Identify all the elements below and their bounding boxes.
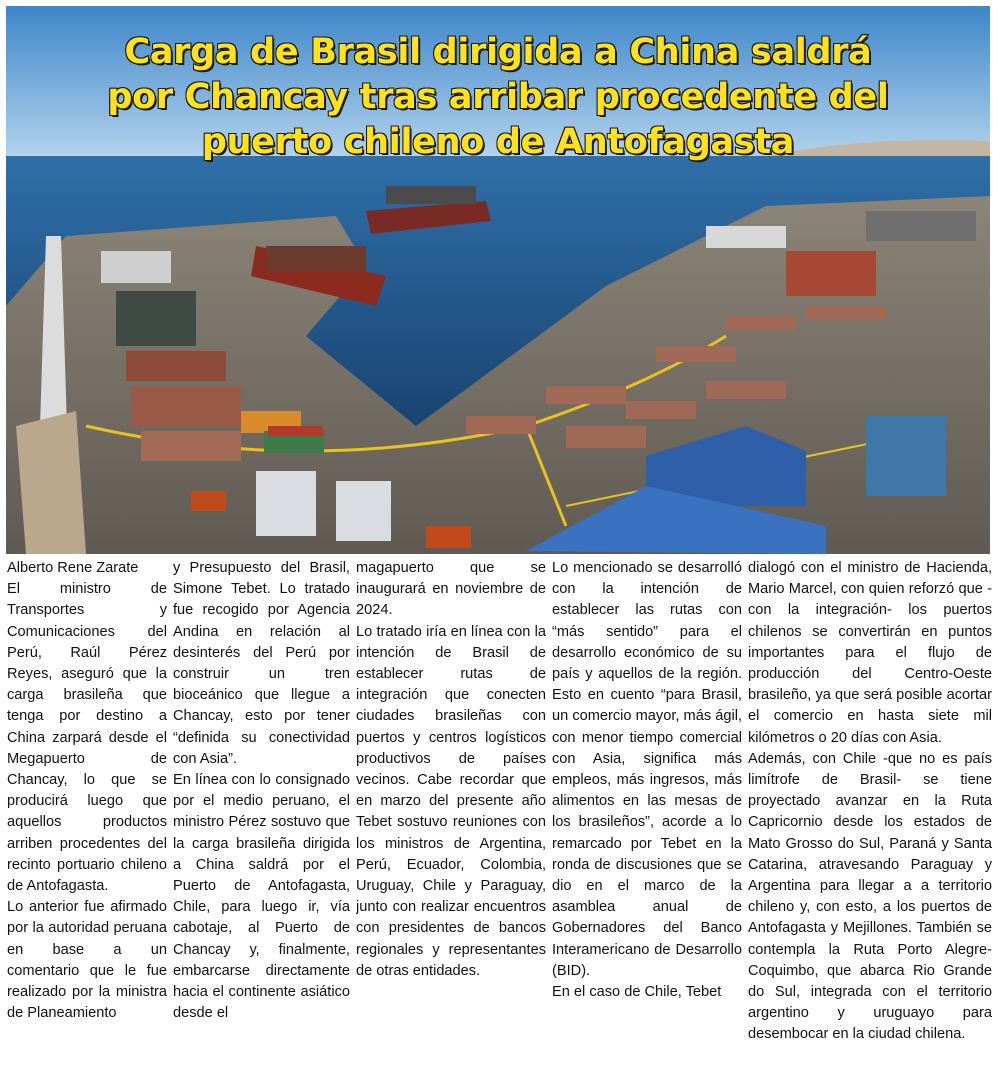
paragraph: y Presupuesto del Brasil, Simone Tebet. Lo tratado fue recogido por Agencia Andina en relación al desinterés del Perú por construir un tren bioceánico que llegue a Chancay, esto por tener “definida su conectividad con Asia”. — [173, 560, 350, 767]
paragraph: En el caso de Chile, Tebet — [552, 984, 722, 1001]
headline-line-1: Carga de Brasil dirigida a China saldrá — [124, 32, 872, 72]
article-column-2 — [173, 558, 350, 1063]
paragraph: Además, con Chile -que no es país limítrofe de Brasil- se tiene proyectado avanzar en la Ruta Capricornio desde los estados de Mato Grosso do Sul, Paraná y Santa Catarina, atravesando Paraguay y Argentina para llegar a a territorio chileno y, con esto, a los puertos de Antofagasta y Mejillones. También se contempla la Ruta Porto Alegre-Coquimbo, que abarca Rio Grande do Sul, integrada con el territorio argentino y uruguayo para desembocar en la ciudad chilena. — [748, 750, 992, 1043]
headline-line-2: por Chancay tras arribar procedente del — [107, 77, 889, 117]
paragraph: Lo mencionado se desarrolló con la intención de establecer las rutas con “más sentido” para el desarrollo económico de su país y aquellos de la región. Esto en cuento “para Brasil, un comercio mayor, más ágil, con menor tiempo comercial con Asia, significa más empleos, más ingresos, más alimentos en las mesas de los brasileños”, acorde a lo remarcado por Tebet en la ronda de discusiones que se dio en el marco de la asamblea anual de Gobernadores del Banco Interamericano de Desarrollo (BID). — [552, 560, 742, 979]
article-column-5 — [748, 558, 992, 1063]
article-column-3 — [356, 558, 546, 1063]
paragraph: En línea con lo consignado por el medio peruano, el ministro Pérez sostuvo que la carga brasileña dirigida a China saldrá por el Puerto de Antofagasta, Chile, para luego ir, vía cabotaje, al Puerto de Chancay y, finalmente, embarcarse directamente hacia el continente asiático desde el — [173, 772, 350, 1022]
article-column-1 — [7, 558, 167, 1063]
paragraph: dialogó con el ministro de Hacienda, Mario Marcel, con quien reforzó que -con la integración- los puertos chilenos se convertirán en puntos importantes para el flujo de producción del Centro-Oeste brasileño, ya que será posible acortar el comercio en hasta siete mil kilómetros o 20 días con Asia. — [748, 560, 992, 746]
headline — [6, 30, 990, 165]
paragraph: Lo tratado iría en línea con la intención de Brasil de establecer rutas de integración que conecten ciudades brasileñas con puertos y centros logísticos productivos de países vecinos. Cabe recordar que en marzo del presente año Tebet sostuvo reuniones con los ministros de Argentina, Perú, Ecuador, Colombia, Uruguay, Chile y Paraguay, junto con realizar encuentros con presidentes de bancos regionales y representantes de otras entidades. — [356, 623, 546, 979]
paragraph: Lo anterior fue afirmado por la autoridad peruana en base a un comentario que le fue realizado por la ministra de Planeamiento — [7, 899, 167, 1022]
article-body — [7, 558, 991, 1063]
article-column-4 — [552, 558, 742, 1063]
paragraph: magapuerto que se inaugurará en noviembre de 2024. — [356, 560, 546, 619]
byline: Alberto Rene Zarate — [7, 560, 139, 576]
headline-line-3: puerto chileno de Antofagasta — [201, 122, 795, 162]
paragraph: El ministro de Transportes y Comunicaciones del Perú, Raúl Pérez Reyes, aseguró que la carga brasileña que tenga por destino a China zarpará desde el Megapuerto de Chancay, lo que se producirá luego que aquellos productos arriben procedentes del recinto portuario chileno de Antofagasta. — [7, 581, 167, 895]
